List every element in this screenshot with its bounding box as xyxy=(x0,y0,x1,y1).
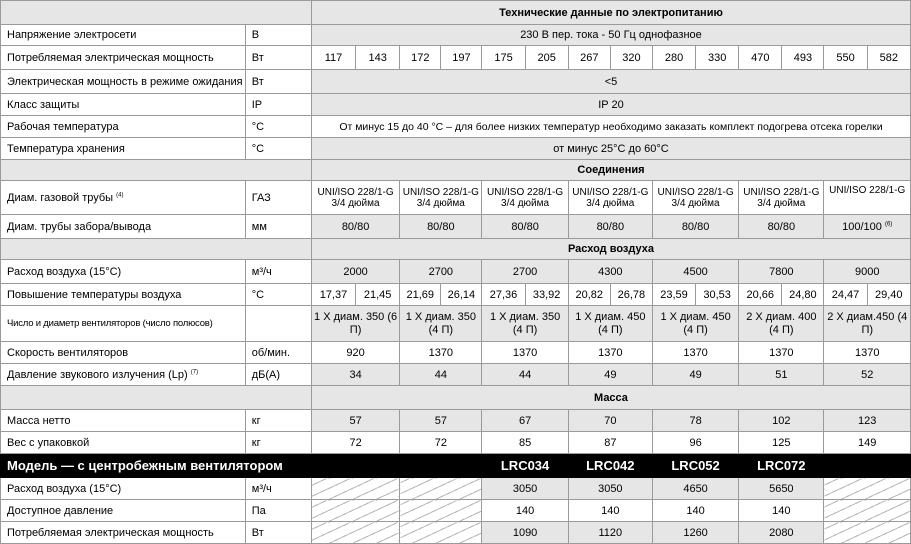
power-label: Потребляемая электрическая мощность xyxy=(1,46,246,70)
power-value: 280 xyxy=(652,46,695,70)
temp-rise-value: 33,92 xyxy=(525,284,568,306)
fans-label: Число и диаметр вентиляторов (число полюсов) xyxy=(1,306,246,342)
gross-mass-value: 85 xyxy=(482,432,568,454)
store-temp-unit: °C xyxy=(245,138,311,160)
model-blank xyxy=(441,454,482,478)
temp-rise-value: 26,78 xyxy=(610,284,652,306)
c-power-value: 1120 xyxy=(568,522,652,544)
temp-rise-value: 27,36 xyxy=(482,284,525,306)
intake-pipe-value: 80/80 xyxy=(652,215,738,239)
net-mass-value: 67 xyxy=(482,410,568,432)
intake-pipe-value: 80/80 xyxy=(311,215,399,239)
c-pressure-value: 140 xyxy=(739,500,824,522)
net-mass-unit: кг xyxy=(245,410,311,432)
c-power-label: Потребляемая электрическая мощность xyxy=(1,522,246,544)
noise-value: 44 xyxy=(482,364,568,386)
gas-pipe-value: UNI/ISO 228/1-G 3/4 дюйма xyxy=(311,181,399,215)
hatched-cell xyxy=(311,478,399,500)
noise-value: 52 xyxy=(824,364,911,386)
fans-value: 1 X диам. 450 (4 П) xyxy=(652,306,738,342)
c-power-value: 2080 xyxy=(739,522,824,544)
net-mass-label: Масса нетто xyxy=(1,410,246,432)
gross-mass-label: Вес с упаковкой xyxy=(1,432,246,454)
gross-mass-value: 149 xyxy=(824,432,911,454)
c-pressure-value: 140 xyxy=(652,500,738,522)
fans-value: 1 X диам. 350 (4 П) xyxy=(482,306,568,342)
intake-pipe-value: 80/80 xyxy=(482,215,568,239)
protection-unit: IP xyxy=(245,94,311,116)
fan-speed-unit: об/мин. xyxy=(245,342,311,364)
net-mass-value: 57 xyxy=(311,410,399,432)
power-value: 117 xyxy=(311,46,355,70)
fans-value: 1 X диам. 450 (4 П) xyxy=(568,306,652,342)
fans-value: 2 X диам.450 (4 П) xyxy=(824,306,911,342)
air-flow-unit: м³/ч xyxy=(245,260,311,284)
gross-mass-value: 87 xyxy=(568,432,652,454)
noise-value: 49 xyxy=(652,364,738,386)
model-name: LRC072 xyxy=(739,454,824,478)
model-name: LRC052 xyxy=(652,454,738,478)
net-mass-value: 78 xyxy=(652,410,738,432)
section-airflow-title: Расход воздуха xyxy=(311,239,910,260)
power-value: 330 xyxy=(696,46,739,70)
gross-mass-value: 72 xyxy=(400,432,482,454)
standby-label: Электрическая мощность в режиме ожидания xyxy=(1,70,246,94)
gross-mass-value: 72 xyxy=(311,432,399,454)
fans-unit xyxy=(245,306,311,342)
work-temp-label: Рабочая температура xyxy=(1,116,246,138)
c-air-flow-value: 4650 xyxy=(652,478,738,500)
c-pressure-value: 140 xyxy=(568,500,652,522)
power-value: 175 xyxy=(482,46,525,70)
intake-pipe-value: 80/80 xyxy=(400,215,482,239)
power-value: 470 xyxy=(739,46,782,70)
temp-rise-value: 24,47 xyxy=(824,284,867,306)
gas-pipe-note: (4) xyxy=(116,191,124,198)
gas-pipe-value: UNI/ISO 228/1-G 3/4 дюйма xyxy=(568,181,652,215)
work-temp-value: От минус 15 до 40 °C – для более низких температур необходимо заказать комплект подогрева отсека горелки xyxy=(311,116,910,138)
air-flow-label: Расход воздуха (15°C) xyxy=(1,260,246,284)
hatched-cell xyxy=(400,522,482,544)
gross-mass-value: 96 xyxy=(652,432,738,454)
c-pressure-label: Доступное давление xyxy=(1,500,246,522)
air-flow-value: 4300 xyxy=(568,260,652,284)
model-name: LRC034 xyxy=(482,454,568,478)
temp-rise-value: 23,59 xyxy=(652,284,695,306)
temp-rise-value: 21,45 xyxy=(356,284,400,306)
c-power-unit: Вт xyxy=(245,522,311,544)
store-temp-label: Температура хранения xyxy=(1,138,246,160)
fans-value: 1 X диам. 350 (6 П) xyxy=(311,306,399,342)
protection-label: Класс защиты xyxy=(1,94,246,116)
temp-rise-label: Повышение температуры воздуха xyxy=(1,284,246,306)
air-flow-value: 2700 xyxy=(400,260,482,284)
noise-unit: дБ(A) xyxy=(245,364,311,386)
fans-value: 2 X диам. 400 (4 П) xyxy=(739,306,824,342)
intake-pipe-value: 80/80 xyxy=(739,215,824,239)
c-air-flow-unit: м³/ч xyxy=(245,478,311,500)
c-air-flow-value: 3050 xyxy=(482,478,568,500)
noise-value: 49 xyxy=(568,364,652,386)
fan-speed-value: 1370 xyxy=(568,342,652,364)
section-blank xyxy=(1,239,312,260)
hatched-cell xyxy=(311,500,399,522)
c-power-value: 1260 xyxy=(652,522,738,544)
fan-speed-value: 1370 xyxy=(739,342,824,364)
temp-rise-unit: °C xyxy=(245,284,311,306)
power-value: 493 xyxy=(782,46,824,70)
section-blank xyxy=(1,160,312,181)
voltage-value: 230 В пер. тока - 50 Гц однофазное xyxy=(311,25,910,46)
gas-pipe-value: UNI/ISO 228/1-G 3/4 дюйма xyxy=(739,181,824,215)
power-value: 197 xyxy=(441,46,482,70)
power-value: 582 xyxy=(867,46,910,70)
air-flow-value: 7800 xyxy=(739,260,824,284)
hatched-cell xyxy=(824,500,911,522)
temp-rise-value: 17,37 xyxy=(311,284,355,306)
gross-mass-unit: кг xyxy=(245,432,311,454)
gas-pipe-value: UNI/ISO 228/1-G 3/4 дюйма xyxy=(400,181,482,215)
fan-speed-value: 1370 xyxy=(824,342,911,364)
c-pressure-unit: Па xyxy=(245,500,311,522)
section-blank xyxy=(1,386,312,410)
intake-pipe-unit: мм xyxy=(245,215,311,239)
power-value: 320 xyxy=(610,46,652,70)
gas-pipe-value: UNI/ISO 228/1-G 3/4 дюйма xyxy=(482,181,568,215)
fan-speed-value: 1370 xyxy=(652,342,738,364)
intake-pipe-note: (6) xyxy=(884,220,893,227)
c-air-flow-label: Расход воздуха (15°C) xyxy=(1,478,246,500)
power-value: 172 xyxy=(400,46,441,70)
temp-rise-value: 24,80 xyxy=(782,284,824,306)
temp-rise-value: 20,66 xyxy=(739,284,782,306)
temp-rise-value: 21,69 xyxy=(400,284,441,306)
model-blank xyxy=(824,454,911,478)
air-flow-value: 2700 xyxy=(482,260,568,284)
voltage-unit: В xyxy=(245,25,311,46)
power-value: 550 xyxy=(824,46,867,70)
intake-pipe-value-last: 100/100 $^{(6)}$ xyxy=(824,215,911,239)
power-unit: Вт xyxy=(245,46,311,70)
hatched-cell xyxy=(400,478,482,500)
gas-pipe-unit: ГАЗ xyxy=(245,181,311,215)
net-mass-value: 123 xyxy=(824,410,911,432)
c-air-flow-value: 3050 xyxy=(568,478,652,500)
temp-rise-value: 30,53 xyxy=(696,284,739,306)
air-flow-value: 4500 xyxy=(652,260,738,284)
hatched-cell xyxy=(824,522,911,544)
c-pressure-value: 140 xyxy=(482,500,568,522)
gas-pipe-label: Диам. газовой трубы $^{(4)}$ xyxy=(1,181,246,215)
power-value: 267 xyxy=(568,46,610,70)
hatched-cell xyxy=(824,478,911,500)
hatched-cell xyxy=(311,522,399,544)
work-temp-unit: °C xyxy=(245,116,311,138)
fan-speed-label: Скорость вентиляторов xyxy=(1,342,246,364)
air-flow-value: 9000 xyxy=(824,260,911,284)
noise-label: Давление звукового излучения (Lp) $^{(7)}$ xyxy=(1,364,246,386)
section-connections-title: Соединения xyxy=(311,160,910,181)
fan-speed-value: 1370 xyxy=(400,342,482,364)
power-value: 205 xyxy=(525,46,568,70)
protection-value: IP 20 xyxy=(311,94,910,116)
standby-unit: Вт xyxy=(245,70,311,94)
net-mass-value: 70 xyxy=(568,410,652,432)
temp-rise-value: 20,82 xyxy=(568,284,610,306)
noise-value: 34 xyxy=(311,364,399,386)
section-electric-title: Технические данные по электропитанию xyxy=(311,1,910,25)
c-air-flow-value: 5650 xyxy=(739,478,824,500)
temp-rise-value: 29,40 xyxy=(867,284,910,306)
intake-pipe-label: Диам. трубы забора/вывода xyxy=(1,215,246,239)
noise-value: 44 xyxy=(400,364,482,386)
noise-value: 51 xyxy=(739,364,824,386)
fan-speed-value: 920 xyxy=(311,342,399,364)
air-flow-value: 2000 xyxy=(311,260,399,284)
power-value: 143 xyxy=(356,46,400,70)
store-temp-value: от минус 25°C до 60°C xyxy=(311,138,910,160)
section-blank xyxy=(1,1,312,25)
gas-pipe-value: UNI/ISO 228/1-G xyxy=(824,181,911,215)
net-mass-value: 57 xyxy=(400,410,482,432)
c-power-value: 1090 xyxy=(482,522,568,544)
standby-value: <5 xyxy=(311,70,910,94)
model-name: LRC042 xyxy=(568,454,652,478)
fan-speed-value: 1370 xyxy=(482,342,568,364)
net-mass-value: 102 xyxy=(739,410,824,432)
noise-note: (7) xyxy=(190,368,199,375)
gas-pipe-value: UNI/ISO 228/1-G 3/4 дюйма xyxy=(652,181,738,215)
voltage-label: Напряжение электросети xyxy=(1,25,246,46)
temp-rise-value: 26,14 xyxy=(441,284,482,306)
hatched-cell xyxy=(400,500,482,522)
centrifugal-model-header: Модель — с центробежным вентилятором xyxy=(1,454,441,478)
section-mass-title: Масса xyxy=(311,386,910,410)
intake-pipe-value: 80/80 xyxy=(568,215,652,239)
fans-value: 1 X диам. 350 (4 П) xyxy=(400,306,482,342)
gross-mass-value: 125 xyxy=(739,432,824,454)
